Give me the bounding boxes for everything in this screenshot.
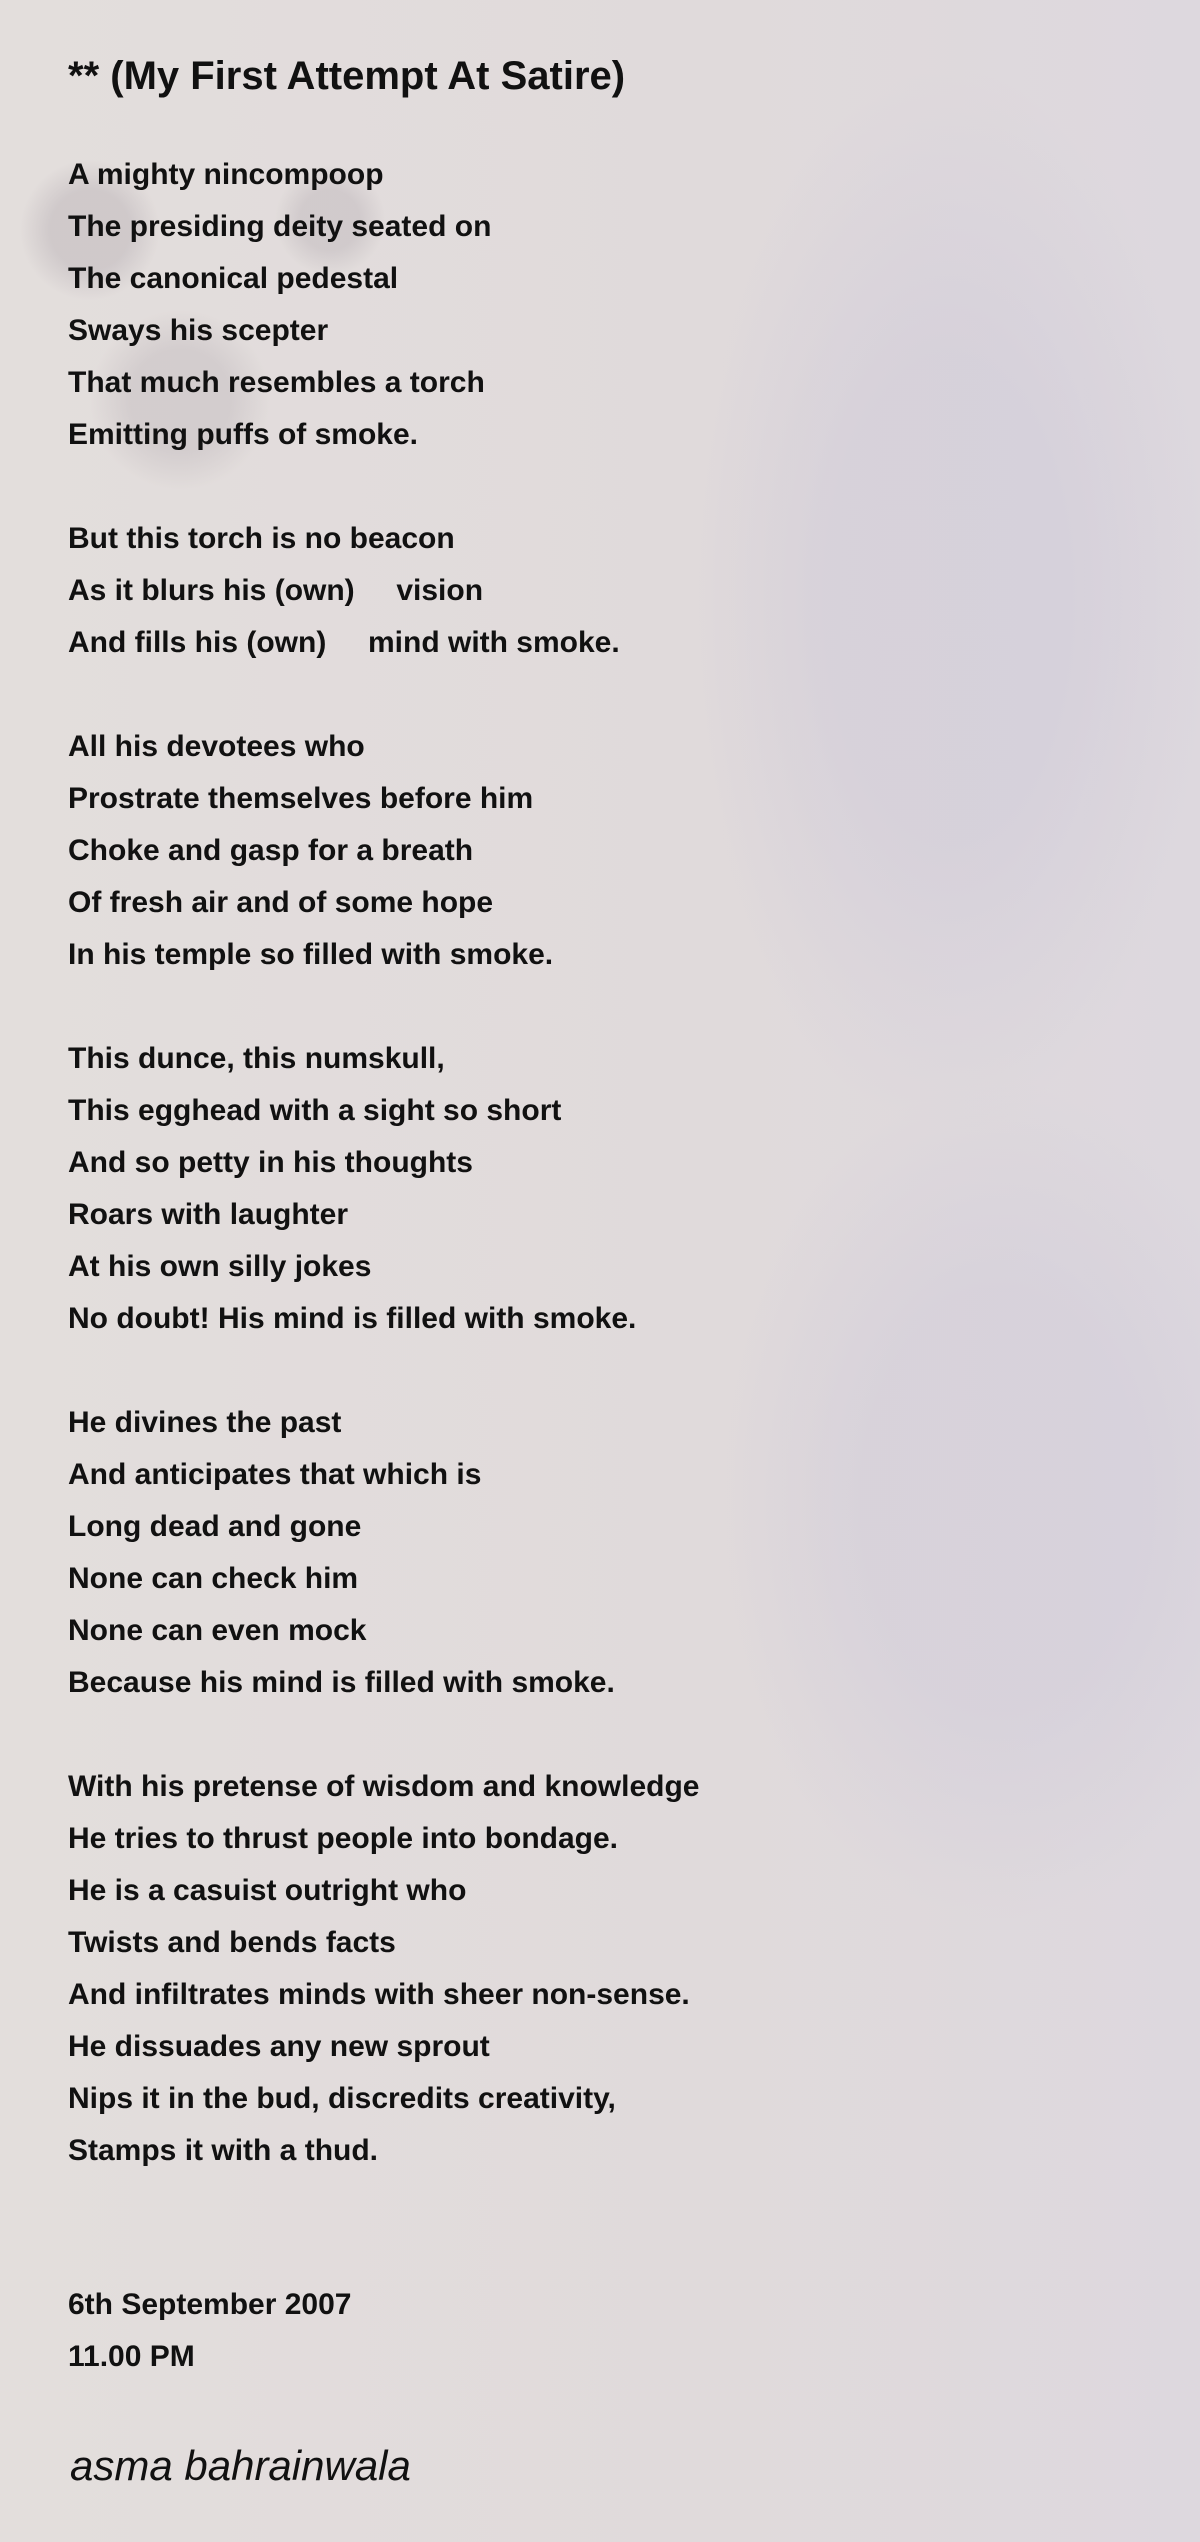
poem-line: And anticipates that which is [68,1458,482,1491]
poem-line: As it blurs his (own) vision [68,574,484,607]
poem-line: He dissuades any new sprout [68,2030,490,2063]
poem-line: In his temple so filled with smoke. [68,938,554,971]
poem-line: Roars with laughter [68,1198,349,1231]
poem-line: At his own silly jokes [68,1250,372,1283]
poem-line: Long dead and gone [68,1510,362,1543]
poem-line: Emitting puffs of smoke. [68,418,419,451]
poem-line: The canonical pedestal [68,262,399,295]
poem-line: He tries to thrust people into bondage. [68,1822,619,1855]
stanza [68,1033,699,1345]
stanza [68,149,699,461]
poem-line: Choke and gasp for a breath [68,834,474,867]
poem-line: The presiding deity seated on [68,210,492,243]
poem-line: None can check him [68,1562,359,1595]
poem-line: That much resembles a torch [68,366,485,399]
poem-line: Twists and bends facts [68,1926,396,1959]
stanza [68,1761,699,2177]
poem-line: He is a casuist outright who [68,1874,467,1907]
poem-line: And infiltrates minds with sheer non-sense. [68,1978,690,2011]
poem-line: This dunce, this numskull, [68,1042,445,1075]
poem-line: With his pretense of wisdom and knowledge [68,1770,700,1803]
poem-line: He divines the past [68,1406,342,1439]
poem-time: 11.00 PM [68,2340,195,2373]
poem-line: No doubt! His mind is filled with smoke. [68,1302,637,1335]
poem-line: Because his mind is filled with smoke. [68,1666,615,1699]
poem-line: All his devotees who [68,730,365,763]
poem-line: None can even mock [68,1614,367,1647]
poem-line: Sways his scepter [68,314,329,347]
stanza [68,513,699,669]
poem-author: asma bahrainwala [70,2442,411,2489]
poem-line: Of fresh air and of some hope [68,886,494,919]
poem-footer [68,2279,351,2383]
poem-date: 6th September 2007 [68,2288,352,2321]
poem-line: Stamps it with a thud. [68,2134,379,2167]
poem-body [68,149,699,2177]
stanza [68,1397,699,1709]
poem-line: And fills his (own) mind with smoke. [68,626,620,659]
poem-line: But this torch is no beacon [68,522,455,555]
poem-title: ** (My First Attempt At Satire) [68,54,626,98]
poem-line: Prostrate themselves before him [68,782,534,815]
stanza [68,721,699,981]
poem-line: Nips it in the bud, discredits creativity, [68,2082,616,2115]
poem-line: And so petty in his thoughts [68,1146,473,1179]
poem-line: A mighty nincompoop [68,158,384,191]
poem-line: This egghead with a sight so short [68,1094,562,1127]
